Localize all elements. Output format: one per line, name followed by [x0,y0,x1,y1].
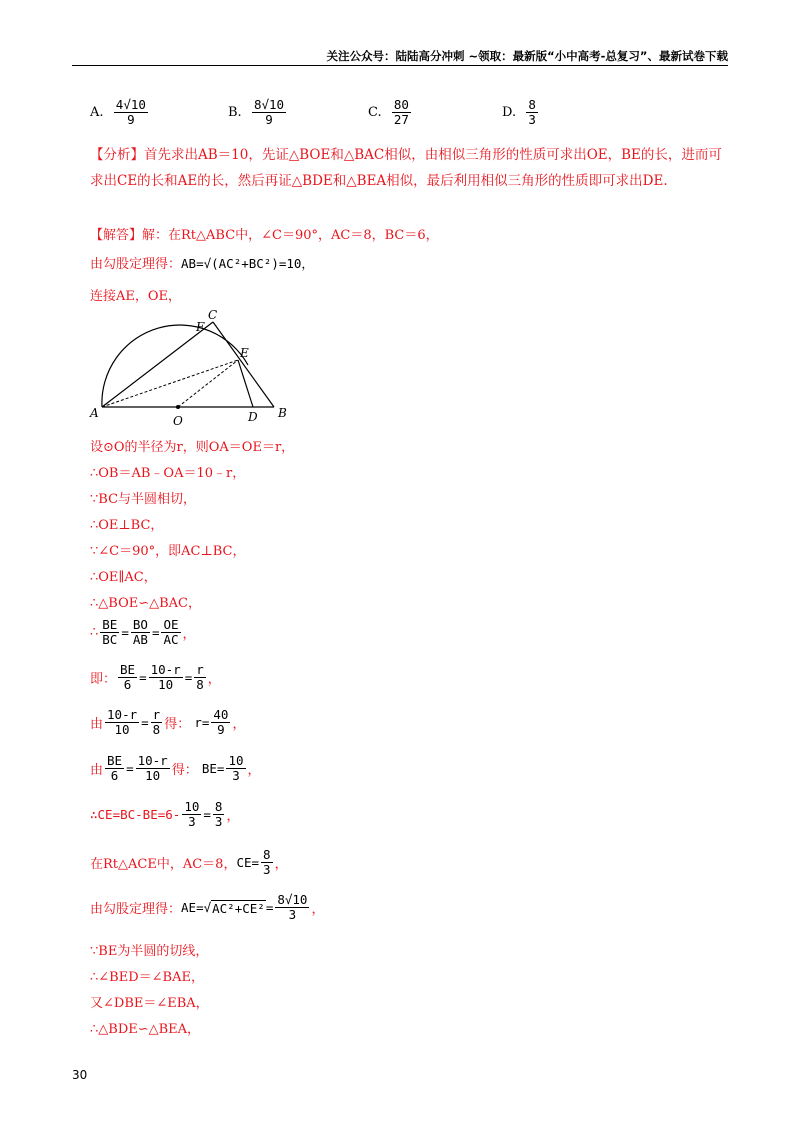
analysis-tag: 【分析】 [90,147,144,163]
step-line: ∵BC与半圆相切， [90,492,197,507]
rt-ace-line: 在Rt△ACE中，AC＝8， CE= $\frac{8}{3}$ ， [90,847,288,877]
ratio-line-2: 即： $\frac{BE}{6}$ = $\frac{10-r}{10}$ = $\frac{r}{8}$ ， [90,662,221,692]
page-header: 关注公众号：陆陆高分冲刺 ~领取：最新版“小中高考-总复习”、最新试卷下载 [326,49,728,63]
ratio-line-3: 由 $\frac{10-r}{10}$ = $\frac{r}{8}$ 得： r= $\frac{40}{9}$ ， [90,707,246,737]
label-c: C [208,308,218,322]
center-point-o [176,405,180,409]
final-step: 又∠DBE＝∠EBA， [90,996,209,1011]
analysis-paragraph [90,142,730,194]
ratio-line-4: 由 $\frac{BE}{6}$ = $\frac{10-r}{10}$ 得： BE= $\frac{10}{3}$ ， [90,753,261,783]
final-step: ∵BE为半圆的切线， [90,944,209,959]
step-line: ∴OB＝AB﹣OA＝10﹣r， [90,466,246,481]
label-f: F [196,320,205,334]
ratio-line-1: ∴ $\frac{BE}{BC}$ = $\frac{BO}{AB}$ = $\frac{OE}{AC}$ ， [90,617,196,647]
step-line: ∴△BOE∽△BAC， [90,596,201,611]
page-number: 30 [72,1068,88,1082]
option-a: A. $\frac{4√10}{9}$ [90,97,146,127]
label-d: D [248,410,258,424]
ae-line: 由勾股定理得： AE= √ AC²+CE² = $\frac{8√10}{3}$ ， [90,892,325,922]
label-o: O [173,414,183,428]
label-b: B [278,406,287,420]
pythagoras-ab: 由勾股定理得： AB=√(AC²+BC²)=10， [90,255,314,272]
step-line: ∴OE⊥BC， [90,518,164,533]
segment-oe [178,360,238,407]
step-line: ∴OE∥AC， [90,570,157,585]
semicircle-arc [102,325,248,407]
header-divider [72,65,728,66]
geometry-diagram [88,305,298,430]
option-c: C. $\frac{80}{27}$ [368,97,409,127]
step-line: ∵∠C＝90°，即AC⊥BC， [90,544,246,559]
option-d: D. $\frac{8}{3}$ [502,97,536,127]
analysis-text: 首先求出AB＝10，先证△BOE和△BAC相似，由相似三角形的性质可求出OE，BE的长，进而可求出CE的长和AE的长，然后再证△BDE和△BEA相似，最后利用相似三角形的性质即可求出DE. [90,147,722,189]
connect-line: 连接AE，OE， [90,289,182,304]
final-step: ∴△BDE∽△BEA， [90,1022,201,1037]
label-e: E [240,346,249,360]
segment-ae [102,360,238,407]
final-step: ∴∠BED＝∠BAE， [90,970,204,985]
segment-ac [102,322,213,407]
segment-cb [213,322,274,407]
ce-line: ∴CE=BC-BE=6- $\frac{10}{3}$ = $\frac{8}{3}$ ， [90,799,240,829]
option-b: B. $\frac{8√10}{9}$ [228,97,285,127]
solution-intro: 【解答】 解：在Rt△ABC中，∠C＝90°，AC＝8，BC＝6， [90,228,439,243]
step-line: 设⊙O的半径为r，则OA＝OE＝r， [90,440,295,455]
label-a: A [90,406,99,420]
